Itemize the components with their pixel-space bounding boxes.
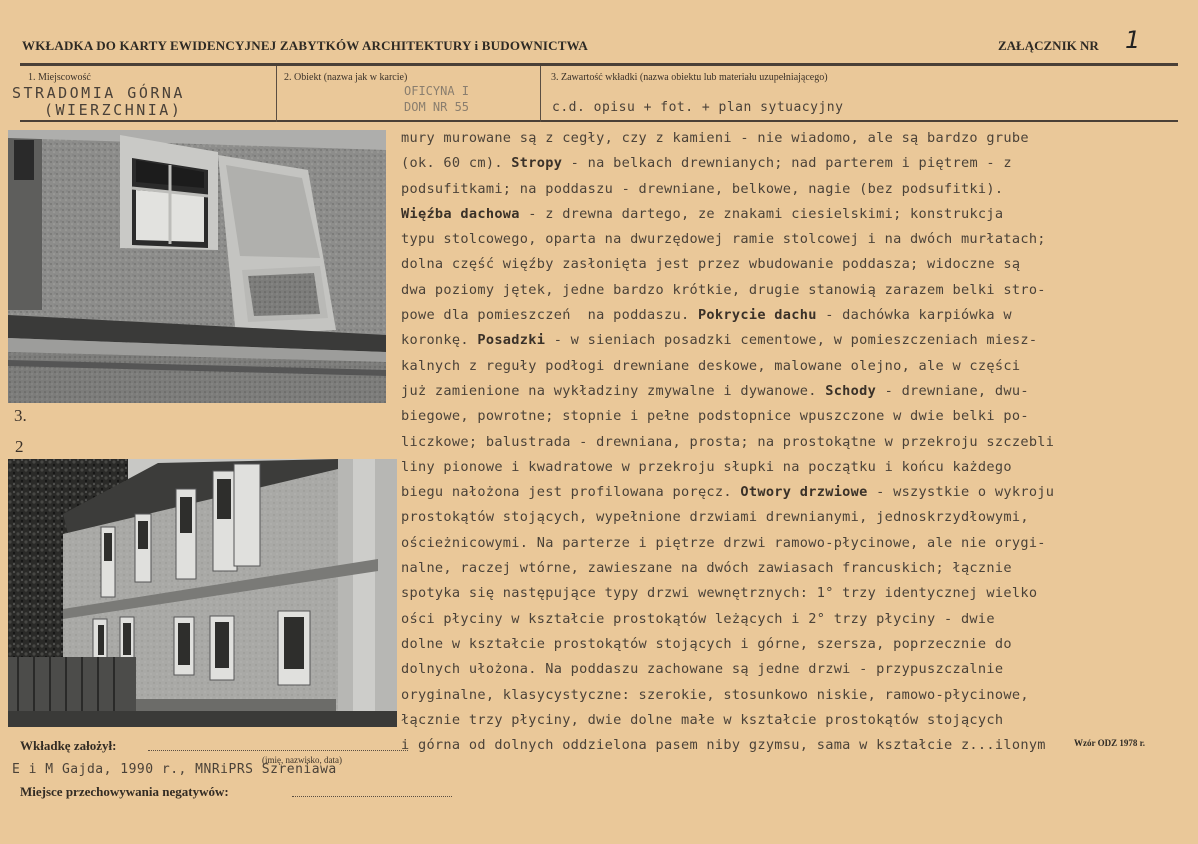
description-run: biegu nałożona jest profilowana poręcz.: [401, 484, 741, 501]
description-line: [401, 581, 1191, 606]
description-line: [401, 733, 1191, 758]
field-divider-1: [276, 66, 277, 122]
description-line: [401, 430, 1191, 455]
description-run: dolna część więźby zasłonięta jest przez wbudowanie poddasza; widoczne są: [401, 256, 1021, 273]
description-line: [401, 303, 1191, 328]
form-code: Wzór ODZ 1978 r.: [1074, 738, 1145, 748]
attachment-number: 1: [1125, 26, 1141, 54]
description-run: koronkę.: [401, 332, 478, 349]
description-run: powe dla pomieszczeń na poddaszu.: [401, 307, 698, 324]
description-line: [401, 404, 1191, 429]
description-run: - na belkach drewnianych; nad parterem i piętrem - z: [562, 155, 1012, 172]
description-run: oryginalne, klasycystyczne: szerokie, stosunkowo niskie, ramowo-płycinowe,: [401, 686, 1029, 703]
description-run: typu stolcowego, oparta na dwurzędowej ramie stolcowej i na dwóch murłatach;: [401, 231, 1046, 248]
description-heading: Więźba dachowa: [401, 205, 520, 222]
photo-building-view: [8, 459, 397, 727]
description-run: - z drewna dartego, ze znakami ciesielskimi; konstrukcja: [519, 205, 1004, 222]
description-heading: Posadzki: [477, 332, 546, 349]
photo-number-a: 3.: [14, 406, 27, 425]
description-run: mury murowane są z cegły, czy z kamieni - nie wiadomo, ale są bardzo grube: [401, 130, 1029, 146]
made-by-value: E i M Gajda, 1990 r., MNRiPRS Szreniawa: [12, 762, 337, 777]
field-value-contents: c.d. opisu + fot. + plan sytuacyjny: [552, 100, 844, 115]
negatives-label: Miejsce przechowywania negatywów:: [20, 784, 229, 799]
description-text: [401, 126, 1191, 758]
made-by-label: Wkładkę założył:: [20, 738, 117, 753]
attachment-label: ZAŁĄCZNIK NR: [998, 38, 1099, 53]
description-run: dolne w kształcie prostokątów stojących i górne, szersza, poprzecznie do: [401, 635, 1012, 652]
description-line: [401, 177, 1191, 202]
description-line: [401, 632, 1191, 657]
top-rule: [20, 63, 1178, 66]
photo-facade-detail-image: [8, 130, 386, 403]
description-run: liczkowe; balustrada - drewniana, prosta; na prostokątne w przekroju szczebli: [401, 433, 1055, 450]
description-run: ości płyciny w kształcie prostokątów leżących i 2° trzy płyciny - dwie: [401, 610, 995, 627]
description-run: prostokątów stojących, wypełnione drzwiami drewnianymi, jednoskrzydłowymi,: [401, 509, 1029, 526]
field-value-object-line1: OFICYNA I: [404, 84, 470, 98]
negatives-dotted-line: [292, 796, 452, 797]
description-run: nalne, raczej wtórne, zawieszane na dwóch zawiasach francuskich; łącznie: [401, 560, 1012, 577]
field-value-place-line1: STRADOMIA GÓRNA: [12, 84, 185, 102]
photo-number-b: 2: [15, 437, 24, 456]
description-run: kalnych z reguły podłogi drewniane deskowe, malowane olejno, ale w części: [401, 357, 1021, 374]
description-line: [401, 252, 1191, 277]
field-divider-2: [540, 66, 541, 122]
description-line: [401, 354, 1191, 379]
description-run: łącznie trzy płyciny, dwie dolne małe w kształcie prostokątów stojących: [401, 711, 1004, 728]
description-heading: Stropy: [511, 155, 563, 172]
description-line: [401, 607, 1191, 632]
description-line: [401, 657, 1191, 682]
field-value-place-line2: (WIERZCHNIA): [44, 101, 183, 119]
made-by-dotted-line: [148, 750, 408, 751]
description-line: [401, 151, 1191, 176]
description-run: - w sieniach posadzki cementowe, w pomieszczeniach miesz-: [545, 332, 1038, 349]
description-line: [401, 202, 1191, 227]
description-line: [401, 328, 1191, 353]
description-line: [401, 455, 1191, 480]
description-line: [401, 531, 1191, 556]
description-run: - dachówka karpiówka w: [816, 307, 1012, 324]
description-run: biegowe, powrotne; stopnie i pełne podstopnice wpuszczone w dwie belki po-: [401, 408, 1029, 425]
photo-building-view-image: [8, 459, 397, 727]
description-run: - wszystkie o wykroju: [867, 484, 1055, 501]
description-run: liny pionowe i kwadratowe w przekroju słupki na początku i końcu każdego: [401, 458, 1012, 475]
field-value-object-line2: DOM NR 55: [404, 100, 470, 114]
description-line: [401, 227, 1191, 252]
description-line: [401, 379, 1191, 404]
description-line: [401, 480, 1191, 505]
description-run: spotyka się następujące typy drzwi wewnętrznych: 1° trzy identycznej wielko: [401, 585, 1038, 602]
description-line: [401, 505, 1191, 530]
field-label-object: 2. Obiekt (nazwa jak w karcie): [284, 72, 408, 83]
description-heading: Pokrycie dachu: [697, 307, 817, 324]
form-title: WKŁADKA DO KARTY EWIDENCYJNEJ ZABYTKÓW ARCHITEKTURY i BUDOWNICTWA: [22, 38, 588, 53]
photo-facade-detail: [8, 130, 386, 403]
field-label-place: 1. Miejscowość: [28, 72, 91, 83]
description-run: dwa poziomy jętek, jedne bardzo krótkie, drugie stanowią zarazem belki stro-: [401, 281, 1046, 298]
description-line: [401, 556, 1191, 581]
description-run: (ok. 60 cm).: [401, 155, 512, 172]
description-run: już zamienione na wykładziny zmywalne i dywanowe.: [401, 382, 826, 399]
description-line: [401, 708, 1191, 733]
description-line: [401, 683, 1191, 708]
description-run: i górna od dolnych oddzielona pasem niby gzymsu, sama w kształcie z...ilonym: [401, 737, 1046, 754]
fields-rule: [20, 120, 1178, 122]
description-heading: Otwory drzwiowe: [740, 484, 868, 501]
description-line: [401, 126, 1191, 151]
made-by-hint: (imię, nazwisko, data): [262, 755, 342, 765]
description-run: ościeżnicowymi. Na parterze i piętrze drzwi ramowo-płycinowe, ale nie orygi-: [401, 534, 1046, 551]
field-label-contents: 3. Zawartość wkładki (nazwa obiektu lub materiału uzupełniającego): [551, 72, 828, 83]
description-run: dolnych ułożona. Na poddaszu zachowane są jedne drzwi - przypuszczalnie: [401, 661, 1004, 678]
description-line: [401, 278, 1191, 303]
description-run: - drewniane, dwu-: [876, 382, 1029, 399]
description-run: podsufitkami; na poddaszu - drewniane, belkowe, nagie (bez podsufitki).: [401, 180, 1004, 197]
description-heading: Schody: [825, 382, 877, 399]
